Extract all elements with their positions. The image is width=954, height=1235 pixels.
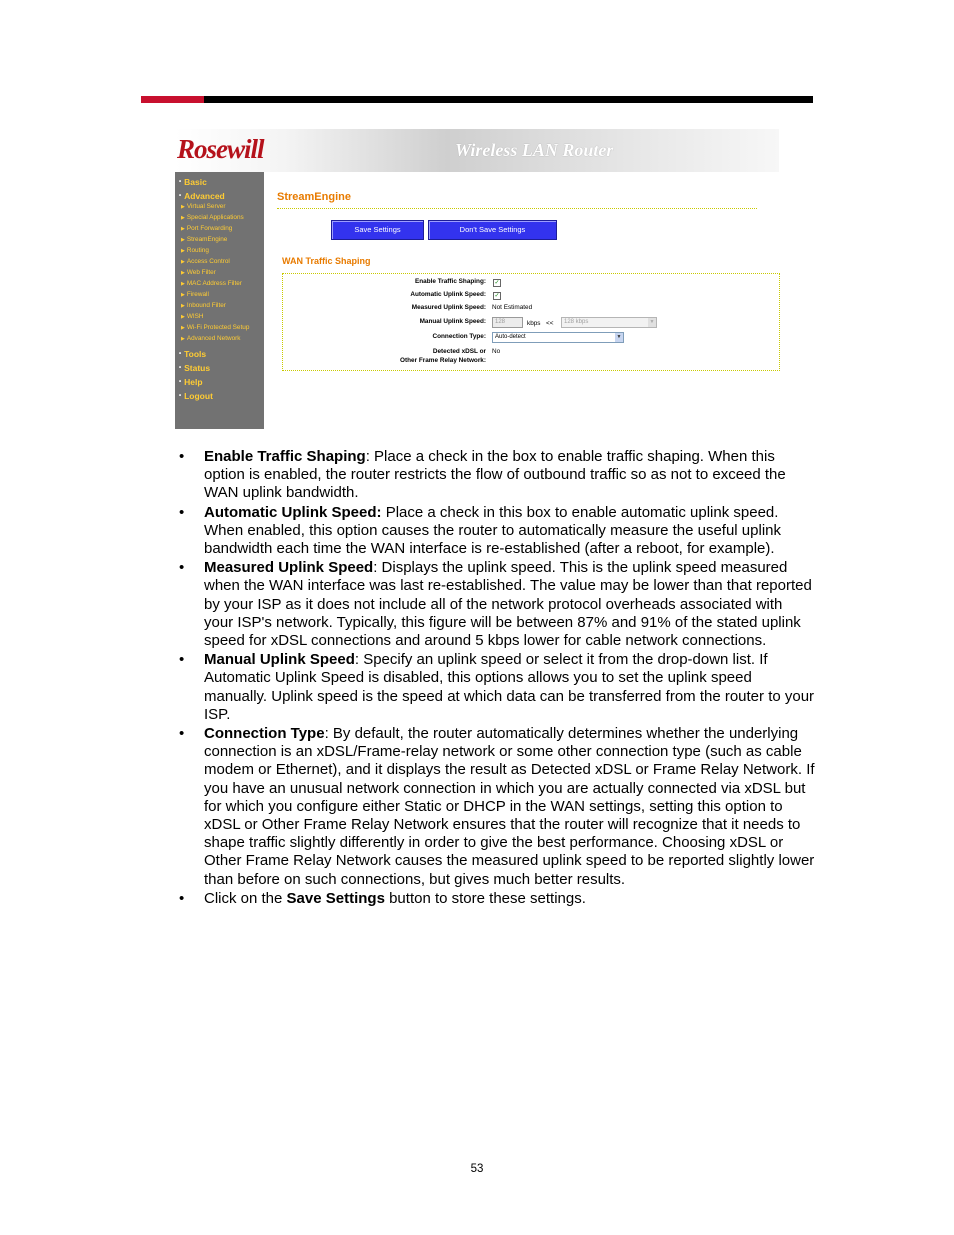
bullet-icon: • [179,351,182,357]
arrow-icon: ▶ [181,303,185,309]
sidebar-item-basic[interactable]: • Basic [179,177,207,187]
sidebar-sub-streamengine[interactable]: ▶ StreamEngine [181,236,228,243]
banner [175,129,779,172]
sidebar-sub-wifi-protected-setup[interactable]: ▶ Wi-Fi Protected Setup [181,324,250,331]
sidebar-item-advanced[interactable]: • Advanced [179,191,225,201]
chevron-down-icon: ▼ [649,319,655,325]
list-item: • Click on the Save Settings button to store these settings. [179,889,586,907]
manual-uplink-speed-input[interactable]: 128 [492,317,523,328]
arrow-icon: ▶ [181,281,185,287]
measured-uplink-speed-value: Not Estimated [492,304,533,311]
sidebar-sub-firewall[interactable]: ▶ Firewall [181,291,209,298]
automatic-uplink-speed-label: Automatic Uplink Speed: [410,291,486,298]
sidebar [175,172,264,429]
chevron-down-icon: ▼ [616,334,622,340]
arrow-icon: ▶ [181,204,185,210]
sidebar-item-status[interactable]: • Status [179,363,211,373]
manual-uplink-speed-label: Manual Uplink Speed: [419,318,486,325]
divider [277,208,757,209]
sidebar-sub-access-control[interactable]: ▶ Access Control [181,258,230,265]
sidebar-sub-web-filter[interactable]: ▶ Web Filter [181,269,216,276]
list-item: • Connection Type: By default, the router automatically determines whether the underlying connection is an xDSL/Frame-relay network or some other connection type (such as cable modem or Ethernet), and it displays the result as Detected xDSL or Frame Relay Network. If you have an unusual network connection in which you are actually connected via xDSL but for which you configure either Static or DHCP in the WAN settings, setting this option to xDSL or Other Frame Relay Network ensures that the router will recognize that it needs to shape traffic slightly differently in order to give the best performance. Choosing xDSL or Other Frame Relay Network causes the measured uplink speed to be reported slightly lower than before on such connections, but gives much better results. [179,725,815,888]
arrow-icon: ▶ [181,314,185,320]
sidebar-sub-virtual-server[interactable]: ▶ Virtual Server [181,203,226,210]
copy-arrows: << [546,320,554,327]
arrow-icon: ▶ [181,336,185,342]
sidebar-sub-wish[interactable]: ▶ WISH [181,313,204,320]
arrow-icon: ▶ [181,259,185,265]
sidebar-item-logout[interactable]: • Logout [179,391,213,401]
arrow-icon: ▶ [181,226,185,232]
arrow-icon: ▶ [181,215,185,221]
sidebar-sub-inbound-filter[interactable]: ▶ Inbound Filter [181,302,226,309]
list-item: • Automatic Uplink Speed: Place a check in this box to enable automatic uplink speed. When enabled, this option causes the router to automatically measure the useful uplink bandwidth each time the WAN interface is re-established (after a reboot, for example). [179,503,782,558]
header-rule [141,96,813,103]
section-title: WAN Traffic Shaping [282,256,371,266]
arrow-icon: ▶ [181,292,185,298]
detected-xdsl-value: No [492,348,501,355]
sidebar-sub-special-applications[interactable]: ▶ Special Applications [181,214,244,221]
content-panel [264,172,779,429]
save-settings-button[interactable]: Save Settings [331,220,424,240]
list-item: • Enable Traffic Shaping: Place a check in the box to enable traffic shaping. When this option is enabled, the router restricts the flow of outbound traffic so as not to exceed the WAN uplink bandwidth. [179,448,786,502]
dont-save-settings-button[interactable]: Don't Save Settings [428,220,557,240]
kbps-unit: kbps [527,320,541,327]
traffic-shaping-box [282,273,780,371]
connection-type-select[interactable]: Auto-detect ▼ [492,332,624,343]
bullet-icon: • [179,393,182,399]
enable-traffic-shaping-label: Enable Traffic Shaping: [414,278,486,285]
automatic-uplink-speed-checkbox[interactable]: ✓ [494,293,500,299]
page-title: StreamEngine [277,191,351,203]
router-screenshot [175,129,779,429]
manual-uplink-speed-select[interactable]: 128 kbps ▼ [561,317,657,328]
sidebar-sub-routing[interactable]: ▶ Routing [181,247,209,254]
sidebar-item-help[interactable]: • Help [179,377,203,387]
arrow-icon: ▶ [181,325,185,331]
bullet-list [179,448,815,909]
sidebar-sub-mac-address-filter[interactable]: ▶ MAC Address Filter [181,280,242,287]
bullet-icon: • [179,193,182,199]
page-number: 53 [470,1163,484,1175]
connection-type-label: Connection Type: [432,333,486,340]
arrow-icon: ▶ [181,237,185,243]
arrow-icon: ▶ [181,248,185,254]
sidebar-sub-advanced-network[interactable]: ▶ Advanced Network [181,335,241,342]
arrow-icon: ▶ [181,270,185,276]
enable-traffic-shaping-checkbox[interactable]: ✓ [494,280,500,286]
list-item: • Measured Uplink Speed: Displays the uplink speed. This is the uplink speed measured when the WAN interface was last re-established. The value may be lower than that reported by your ISP as it does not include all of the network protocol overheads associated with your ISP's network. Typically, this figure will be between 87% and 91% of the stated uplink speed for xDSL connections and around 5 kbps lower for cable network connections. [179,559,812,650]
brand-logo: Rosewill [177,134,264,164]
bullet-icon: • [179,379,182,385]
detected-xdsl-label: Detected xDSL or Other Frame Relay Network: [400,348,486,364]
banner-title: Wireless LAN Router [455,140,614,160]
bullet-icon: • [179,179,182,185]
bullet-icon: • [179,365,182,371]
measured-uplink-speed-label: Measured Uplink Speed: [411,304,486,311]
header-rule-accent [141,96,204,103]
list-item: • Manual Uplink Speed: Specify an uplink speed or select it from the drop-down list. If Automatic Uplink Speed is disabled, this options allows you to set the uplink speed manually. Uplink speed is the speed at which data can be transferred from the router to your ISP. [179,651,815,723]
sidebar-item-tools[interactable]: • Tools [179,349,207,359]
sidebar-sub-port-forwarding[interactable]: ▶ Port Forwarding [181,225,233,232]
